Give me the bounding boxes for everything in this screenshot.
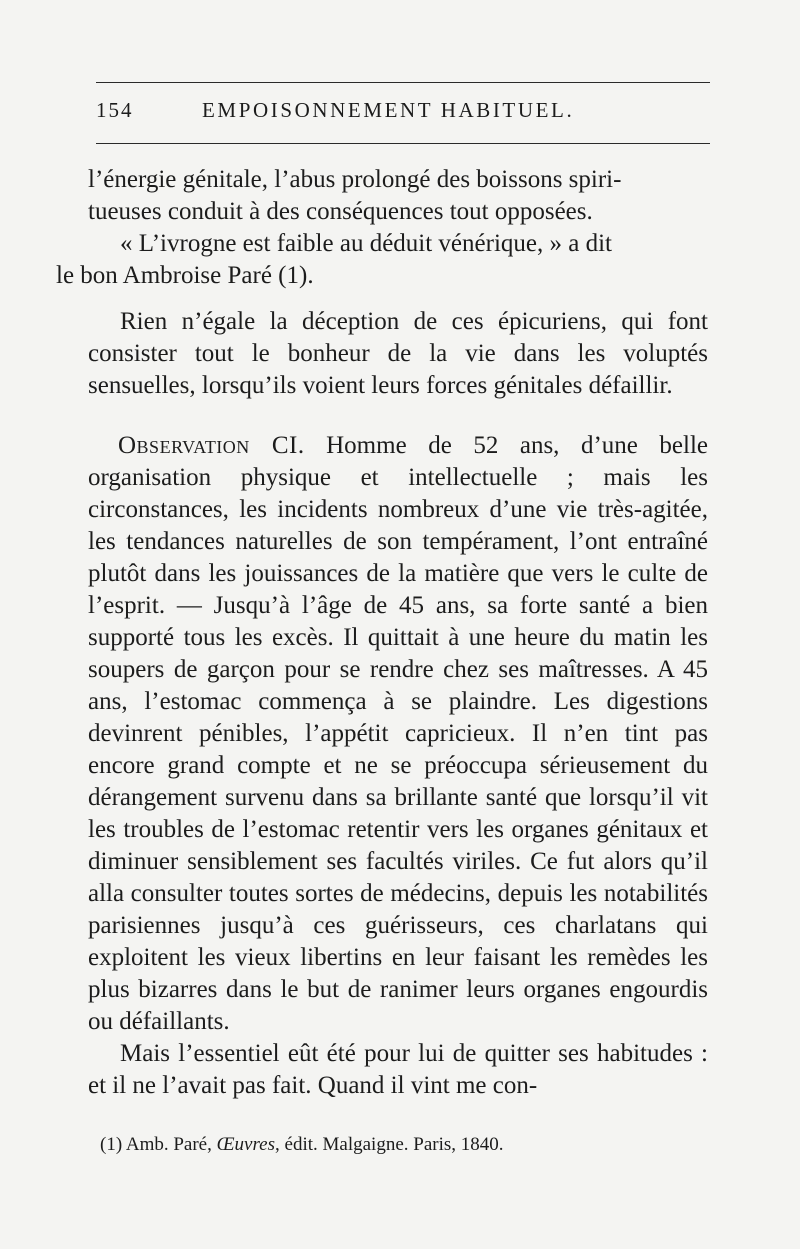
paragraph-deception: Rien n’égale la déception de ces épicuriens, qui font consister tout le bonheur de la vie dans les voluptés sensuelles, lorsqu’ils voient leurs forces génitales défaillir. (88, 308, 708, 399)
footnote-text-a: Amb. Paré, (125, 1134, 212, 1155)
observation-paragraph (88, 430, 708, 1038)
page-header (96, 98, 710, 132)
observation-label: Observation CI. (118, 432, 305, 459)
footnote-marker: (1) (100, 1134, 123, 1155)
text-line: « L’ivrogne est faible au déduit vénérique, » a dit (120, 230, 612, 257)
footnote-italic-title: Œuvres (216, 1134, 276, 1155)
text-line: tueuses conduit à des conséquences tout opposées. (88, 198, 593, 225)
running-title: EMPOISONNEMENT HABITUEL. (202, 98, 575, 122)
text-line: l’énergie génitale, l’abus prolongé des boissons spiri- (88, 166, 622, 193)
footnote (100, 1132, 710, 1158)
page-body (56, 164, 708, 1102)
observation-text: Homme de 52 ans, d’une belle organisation physique et intellectuelle ; mais les circonstances, les incidents nombreux d’une vie très-agitée, les tendances naturelles de son tempérament, l’ont entraîné plutôt dans les jouissances de la matière que vers le culte de l’esprit. — Jusqu’à l’âge de 45 ans, sa forte santé a bien supporté tous les excès. Il quittait à une heure du matin les soupers de garçon pour se rendre chez ses maîtresses. A 45 ans, l’estomac commença à se plaindre. Les digestions devinrent pénibles, l’appétit capricieux. Il n’en tint pas encore grand compte et ne se préoccupa sérieusement du dérangement survenu dans sa brillante santé que lorsqu’il vit les troubles de l’estomac retentir vers les organes génitaux et diminuer sensiblement ses facultés viriles. Ce fut alors qu’il alla consulter toutes sortes de médecins, depuis les notabilités parisiennes jusqu’à ces guérisseurs, ces charlatans qui exploitent les vieux libertins en leur faisant les remèdes les plus bizarres dans le but de ranimer leurs organes engourdis ou défaillants. (88, 432, 708, 1035)
header-top-rule (96, 82, 710, 83)
paragraph-continuation (88, 164, 708, 228)
paragraph-quote (56, 228, 708, 292)
paragraph-essential: Mais l’essentiel eût été pour lui de quitter ses habitudes : et il ne l’avait pas fait. Quand il vint me con- (88, 1040, 708, 1099)
page-number: 154 (96, 98, 134, 122)
header-bottom-rule (96, 143, 710, 144)
text-line: le bon Ambroise Paré (1). (56, 262, 314, 289)
footnote-text-b: , édit. Malgaigne. Paris, 1840. (275, 1134, 504, 1155)
